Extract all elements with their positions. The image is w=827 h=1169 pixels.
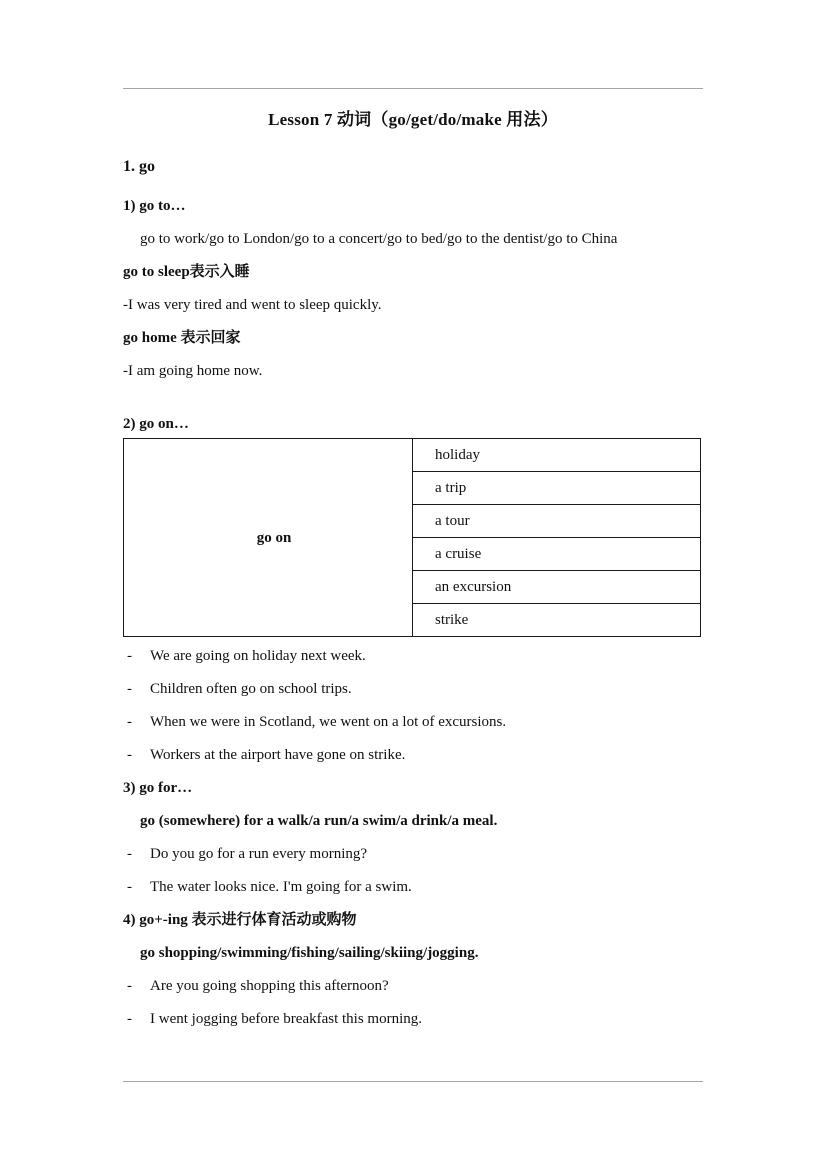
table-cell-an-excursion: an excursion — [413, 571, 701, 604]
table-cell-a-trip: a trip — [413, 472, 701, 505]
go-on-table — [123, 438, 701, 637]
list-marker: - — [127, 648, 132, 664]
go-for-pattern: go (somewhere) for a walk/a run/a swim/a drink/a meal. — [140, 813, 498, 829]
go-ing-pattern: go shopping/swimming/fishing/sailing/skiing/jogging. — [140, 945, 479, 961]
list-marker: - — [127, 681, 132, 697]
list-item-text: When we were in Scotland, we went on a lot of excursions. — [150, 714, 507, 730]
list-marker: - — [127, 747, 132, 763]
list-item — [123, 745, 703, 765]
subsection-heading-go-on: 2) go on… — [123, 416, 189, 432]
list-item — [123, 712, 703, 732]
table-cell-holiday: holiday — [413, 439, 701, 472]
list-item-text: We are going on holiday next week. — [150, 648, 366, 664]
subsection-heading-go-ing: 4) go+-ing 表示进行体育活动或购物 — [123, 912, 357, 928]
list-item-text: Are you going shopping this afternoon? — [150, 978, 389, 994]
go-to-sleep-note: go to sleep表示入睡 — [123, 264, 250, 280]
list-item-text: I went jogging before breakfast this morning. — [150, 1011, 423, 1027]
list-marker: - — [127, 714, 132, 730]
list-item — [123, 877, 703, 897]
list-item — [123, 1009, 703, 1029]
list-item — [123, 844, 703, 864]
section-heading-go: 1. go — [123, 158, 155, 175]
subsection-heading-go-to: 1) go to… — [123, 198, 186, 214]
footer-rule — [123, 1081, 703, 1082]
go-home-note: go home 表示回家 — [123, 330, 241, 346]
list-marker: - — [127, 879, 132, 895]
list-marker: - — [127, 1011, 132, 1027]
list-item — [123, 679, 703, 699]
go-home-example: -I am going home now. — [123, 363, 263, 379]
table-cell-a-tour: a tour — [413, 505, 701, 538]
list-marker: - — [127, 846, 132, 862]
page-title: Lesson 7 动词（go/get/do/make 用法） — [268, 110, 558, 129]
go-to-examples-line: go to work/go to London/go to a concert/go to bed/go to the dentist/go to China — [140, 231, 618, 247]
list-item-text: Children often go on school trips. — [150, 681, 352, 697]
table-cell-a-cruise: a cruise — [413, 538, 701, 571]
list-item-text: The water looks nice. I'm going for a swim. — [150, 879, 412, 895]
table-cell-go-on: go on — [124, 439, 413, 637]
list-item-text: Workers at the airport have gone on strike. — [150, 747, 406, 763]
go-to-sleep-example: -I was very tired and went to sleep quickly. — [123, 297, 382, 313]
table-row — [124, 439, 701, 472]
list-item — [123, 976, 703, 996]
list-marker: - — [127, 978, 132, 994]
list-item-text: Do you go for a run every morning? — [150, 846, 368, 862]
document-content — [123, 89, 703, 1042]
list-item — [123, 646, 703, 666]
table-cell-strike: strike — [413, 604, 701, 637]
subsection-heading-go-for: 3) go for… — [123, 780, 193, 796]
